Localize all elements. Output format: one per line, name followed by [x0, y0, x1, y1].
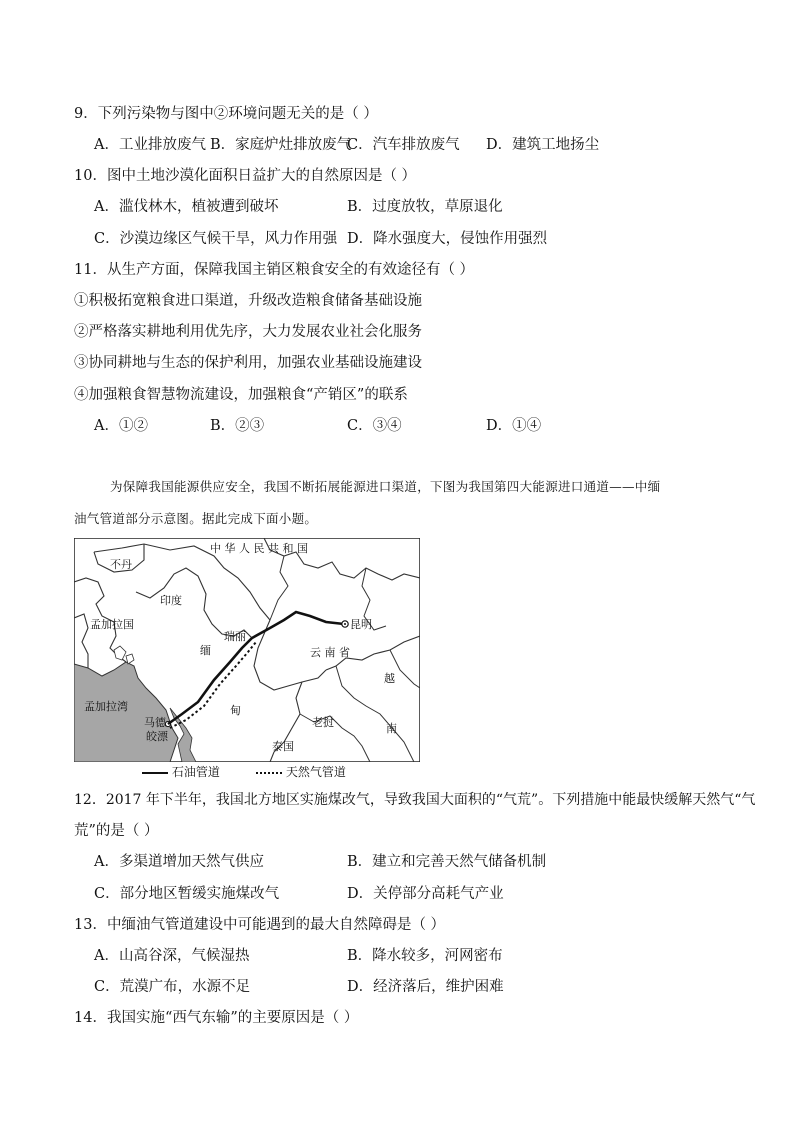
q12-option-d: D．关停部分高耗气产业 — [347, 886, 504, 902]
q13-option-d: D．经济落后，维护困难 — [347, 979, 504, 995]
q11-stem: 11．从生产方面，保障我国主销区粮食安全的有效途径有（ ） — [74, 262, 475, 278]
label-vietnam-2: 南 — [386, 722, 397, 735]
label-bangladesh: 孟加拉国 — [90, 618, 134, 631]
label-ruili: 瑞丽 — [224, 630, 246, 643]
q14-stem: 14．我国实施“西气东输”的主要原因是（ ） — [74, 1010, 359, 1026]
legend-oil-swatch — [142, 772, 168, 774]
legend-gas-swatch — [256, 772, 282, 774]
q11-item-1: ①积极拓宽粮食进口渠道，升级改造粮食储备基础设施 — [74, 293, 422, 309]
label-kyaukphyu: 皎漂 — [146, 730, 168, 743]
q11-option-c: C．③④ — [347, 418, 402, 434]
label-laos: 老挝 — [312, 716, 334, 729]
q11-option-a: A．①② — [94, 418, 148, 434]
q10-stem: 10．图中土地沙漠化面积日益扩大的自然原因是（ ） — [74, 168, 417, 184]
q9-stem: 9．下列污染物与图中②环境问题无关的是（ ） — [74, 106, 378, 122]
legend-oil-label: 石油管道 — [171, 765, 220, 779]
q10-option-b: B．过度放牧，草原退化 — [347, 199, 503, 215]
label-yunnan: 云 南 省 — [310, 646, 350, 659]
label-bay-of-bengal: 孟加拉湾 — [84, 700, 128, 713]
intro-line-1: 为保障我国能源供应安全，我国不断拓展能源进口渠道，下图为我国第四大能源进口通道——中缅 — [110, 479, 661, 494]
q12-option-b: B．建立和完善天然气储备机制 — [347, 854, 547, 870]
label-kunming: 昆明 — [350, 618, 372, 631]
q11-item-2: ②严格落实耕地利用优先序，大力发展农业社会化服务 — [74, 324, 422, 340]
intro-line-2: 油气管道部分示意图。据此完成下面小题。 — [74, 511, 318, 526]
q12-stem-line-1: 12．2017 年下半年，我国北方地区实施煤改气，导致我国大面积的“气荒”。下列措施中能最快缓解天然气“气 — [74, 792, 756, 808]
legend-gas-label: 天然气管道 — [285, 765, 346, 779]
q10-option-d: D．降水强度大，侵蚀作用强烈 — [347, 231, 548, 247]
q11-item-4: ④加强粮食智慧物流建设，加强粮食“产销区”的联系 — [74, 387, 408, 403]
q12-stem-line-2: 荒”的是（ ） — [74, 823, 159, 839]
q13-option-b: B．降水较多，河网密布 — [347, 948, 503, 964]
q12-option-c: C．部分地区暂缓实施煤改气 — [94, 886, 280, 902]
q10-option-a: A．滥伐林木，植被遭到破坏 — [94, 199, 279, 215]
q13-option-a: A．山高谷深，气候湿热 — [94, 948, 250, 964]
q9-option-c: C．汽车排放废气 — [347, 137, 460, 153]
label-myanmar-1: 缅 — [200, 644, 211, 657]
legend-gas — [256, 764, 346, 780]
q12-option-a: A．多渠道增加天然气供应 — [94, 854, 264, 870]
q11-item-3: ③协同耕地与生态的保护利用，加强农业基础设施建设 — [74, 355, 422, 371]
q9-option-b: B．家庭炉灶排放废气 — [210, 137, 352, 153]
label-china: 中 华 人 民 共 和 国 — [210, 542, 308, 555]
label-india: 印度 — [160, 594, 182, 607]
legend-oil — [142, 764, 220, 780]
label-myanmar-2: 甸 — [230, 704, 241, 717]
q13-option-c: C．荒漠广布，水源不足 — [94, 979, 251, 995]
q13-stem: 13．中缅油气管道建设中可能遇到的最大自然障碍是（ ） — [74, 917, 446, 933]
q9-option-a: A．工业排放废气 — [94, 137, 206, 153]
q9-option-d: D．建筑工地扬尘 — [486, 137, 600, 153]
q11-option-d: D．①④ — [486, 418, 542, 434]
label-made: 马德 — [144, 716, 166, 729]
label-bhutan: 不丹 — [110, 558, 132, 571]
q10-option-c: C．沙漠边缘区气候干旱，风力作用强 — [94, 231, 338, 247]
pipeline-map — [74, 538, 420, 762]
q11-option-b: B．②③ — [210, 418, 265, 434]
label-thailand: 泰国 — [272, 740, 294, 753]
label-vietnam-1: 越 — [384, 672, 395, 685]
